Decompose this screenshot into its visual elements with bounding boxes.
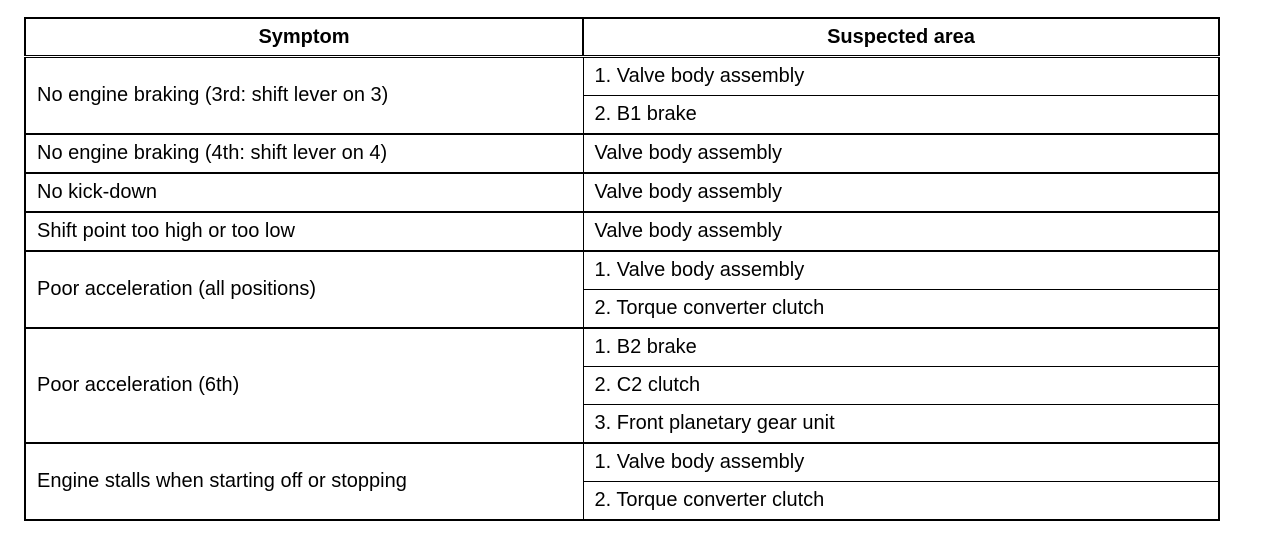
header-suspected-area: Suspected area [583,18,1219,57]
suspected-area-cell: 2. C2 clutch [583,367,1219,405]
symptom-table [24,17,1220,521]
header-row [25,18,1219,57]
symptom-cell: No kick-down [25,173,583,212]
symptom-cell: Poor acceleration (6th) [25,328,583,443]
symptom-cell: Shift point too high or too low [25,212,583,251]
symptom-cell: No engine braking (3rd: shift lever on 3) [25,57,583,135]
suspected-area-cell: Valve body assembly [583,134,1219,173]
table-row [25,57,1219,96]
suspected-area-cell: Valve body assembly [583,212,1219,251]
table-row [25,328,1219,367]
table-row [25,443,1219,482]
symptom-cell: Poor acceleration (all positions) [25,251,583,328]
symptom-cell: No engine braking (4th: shift lever on 4) [25,134,583,173]
table-row [25,134,1219,173]
suspected-area-cell: 1. Valve body assembly [583,251,1219,290]
table-row [25,173,1219,212]
suspected-area-cell: 1. Valve body assembly [583,57,1219,96]
suspected-area-cell: 1. Valve body assembly [583,443,1219,482]
suspected-area-cell: 3. Front planetary gear unit [583,405,1219,444]
suspected-area-cell: 2. B1 brake [583,96,1219,135]
suspected-area-cell: 2. Torque converter clutch [583,482,1219,521]
suspected-area-cell: Valve body assembly [583,173,1219,212]
suspected-area-cell: 2. Torque converter clutch [583,290,1219,329]
symptom-cell: Engine stalls when starting off or stopping [25,443,583,520]
table-row [25,251,1219,290]
table-row [25,212,1219,251]
header-symptom: Symptom [25,18,583,57]
suspected-area-cell: 1. B2 brake [583,328,1219,367]
